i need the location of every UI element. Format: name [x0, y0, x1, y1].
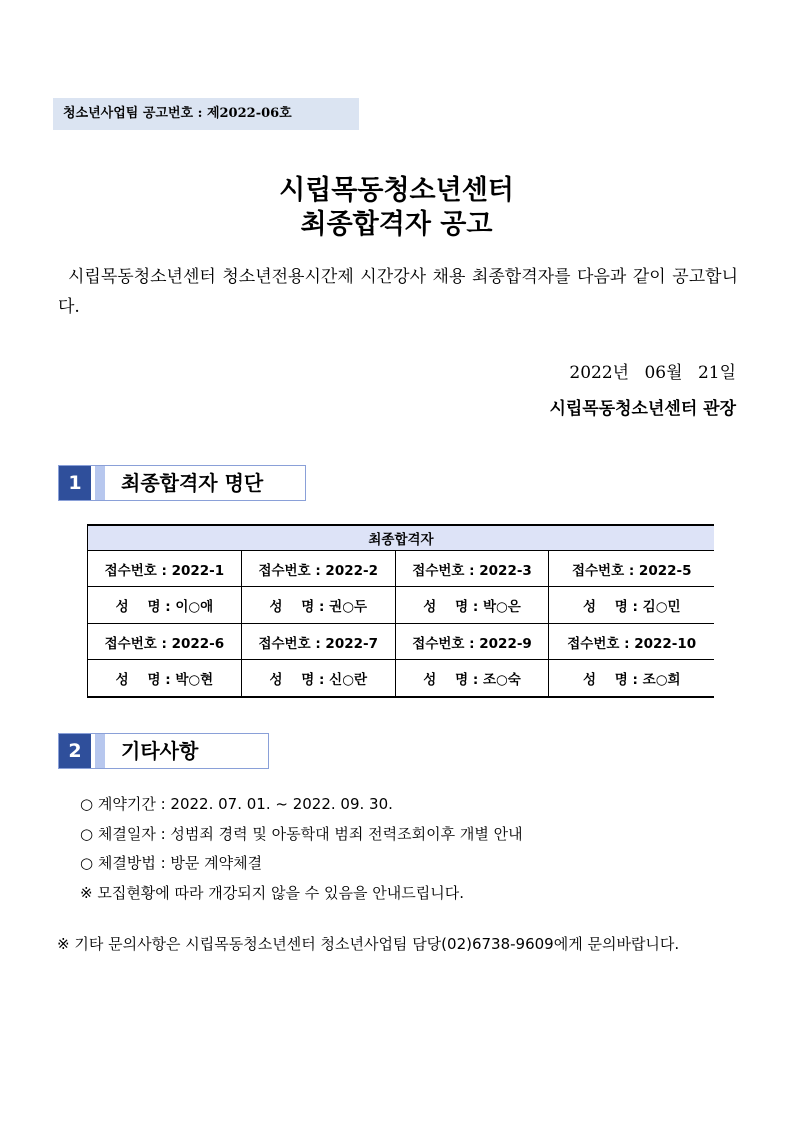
signatory: 시립목동청소년센터 관장	[549, 399, 736, 419]
table-header: 최종합격자	[88, 525, 715, 551]
section-heading-1	[58, 465, 306, 501]
section-number: 1	[59, 466, 91, 500]
table-row	[88, 624, 715, 660]
cell-name: 성 명 : 신○란	[241, 660, 395, 698]
cell-id: 접수번호 : 2022-5	[549, 551, 714, 587]
announcement-date: 2022년 06월 21일	[569, 363, 736, 383]
table-row	[88, 660, 715, 698]
cell-id: 접수번호 : 2022-7	[241, 624, 395, 660]
cell-name: 성 명 : 이○애	[88, 587, 242, 624]
section-label: 최종합격자 명단	[121, 471, 264, 495]
other-items-list	[80, 790, 523, 908]
title-line-1: 시립목동청소년센터	[279, 175, 514, 206]
cell-name: 성 명 : 박○은	[395, 587, 549, 624]
list-item: ○ 체결일자 : 성범죄 경력 및 아동학대 범죄 전력조회이후 개별 안내	[80, 824, 523, 843]
cell-name: 성 명 : 박○현	[88, 660, 242, 698]
cell-id: 접수번호 : 2022-9	[395, 624, 549, 660]
cell-id: 접수번호 : 2022-1	[88, 551, 242, 587]
final-candidates-table	[87, 524, 714, 698]
cell-id: 접수번호 : 2022-2	[241, 551, 395, 587]
list-item: ○ 계약기간 : 2022. 07. 01. ~ 2022. 09. 30.	[80, 795, 393, 813]
title-line-2: 최종합격자 공고	[300, 209, 493, 240]
list-item: ○ 체결방법 : 방문 계약체결	[80, 854, 263, 872]
notice-number: 청소년사업팀 공고번호 : 제2022-06호	[53, 98, 359, 130]
table-row	[88, 587, 715, 624]
section-number: 2	[59, 734, 91, 768]
table-row	[88, 551, 715, 587]
section-heading-2	[58, 733, 269, 769]
list-item: ※ 모집현황에 따라 개강되지 않을 수 있음을 안내드립니다.	[80, 883, 464, 902]
cell-name: 성 명 : 조○숙	[395, 660, 549, 698]
intro-paragraph: 시립목동청소년센터 청소년전용시간제 시간강사 채용 최종합격자를 다음과 같이 공고합니다.	[58, 267, 738, 317]
cell-name: 성 명 : 권○두	[241, 587, 395, 624]
cell-id: 접수번호 : 2022-6	[88, 624, 242, 660]
cell-name: 성 명 : 조○희	[549, 660, 714, 698]
cell-id: 접수번호 : 2022-10	[549, 624, 714, 660]
cell-id: 접수번호 : 2022-3	[395, 551, 549, 587]
contact-note: ※ 기타 문의사항은 시립목동청소년센터 청소년사업팀 담당(02)6738-9609에게 문의바랍니다.	[57, 935, 680, 953]
section-label: 기타사항	[121, 739, 199, 763]
cell-name: 성 명 : 김○민	[549, 587, 714, 624]
